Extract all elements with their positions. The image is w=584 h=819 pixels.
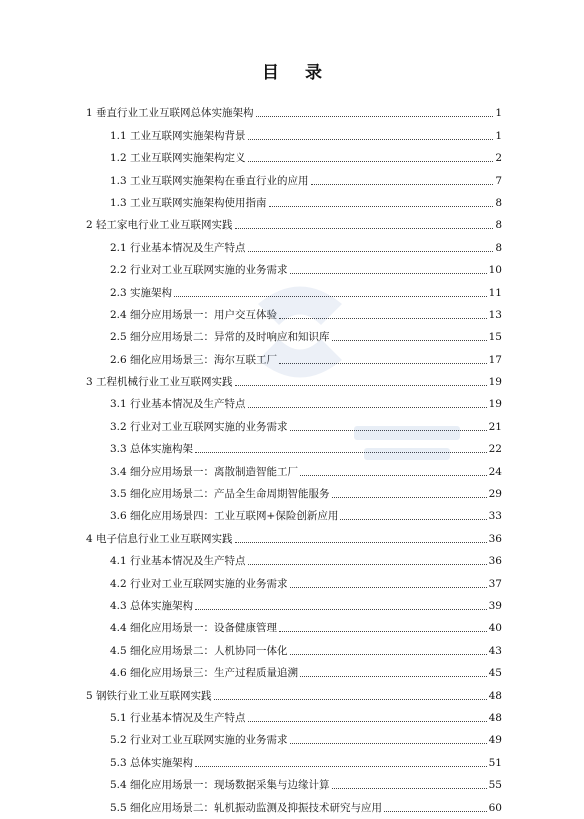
toc-section-entry[interactable] <box>86 546 502 568</box>
toc-page-number: 24 <box>488 465 502 478</box>
toc-page-number: 48 <box>488 711 502 724</box>
toc-page-number: 22 <box>488 443 502 456</box>
toc-section-entry[interactable] <box>86 725 502 747</box>
toc-section-entry[interactable] <box>86 613 502 635</box>
toc-entry-title: 2.1 行业基本情况及生产特点 <box>110 241 246 254</box>
dot-leader <box>248 721 487 722</box>
dot-leader <box>256 116 494 117</box>
toc-page-number: 15 <box>488 331 502 344</box>
toc-entry-title: 1.3 工业互联网实施架构使用指南 <box>110 196 267 209</box>
toc-entry-title: 3.6 细化应用场景四：工业互联网+保险创新应用 <box>110 510 339 523</box>
toc-section-entry[interactable] <box>86 792 502 814</box>
toc-entry-title: 4.5 细化应用场景二：人机协同一体化 <box>110 644 288 657</box>
toc-section-entry[interactable] <box>86 188 502 210</box>
toc-page-number: 19 <box>488 376 502 389</box>
dot-leader <box>235 542 487 543</box>
toc-entry-title: 3.2 行业对工业互联网实施的业务需求 <box>110 420 288 433</box>
toc-section-entry[interactable] <box>86 232 502 254</box>
toc-entry-title: 2.2 行业对工业互联网实施的业务需求 <box>110 264 288 277</box>
toc-entry-title: 3 工程机械行业工业互联网实践 <box>86 376 233 389</box>
toc-section-entry[interactable] <box>86 300 502 322</box>
toc-page-number: 49 <box>488 734 502 747</box>
toc-section-entry[interactable] <box>86 568 502 590</box>
toc-entry-title: 4.1 行业基本情况及生产特点 <box>110 555 246 568</box>
toc-section-entry[interactable] <box>86 120 502 142</box>
toc-entry-title: 3.3 总体实施构架 <box>110 443 194 456</box>
toc-page-number: 48 <box>488 689 502 702</box>
toc-page-number: 45 <box>488 667 502 680</box>
toc-page-number: 29 <box>488 488 502 501</box>
dot-leader <box>235 385 487 386</box>
toc-chapter-entry[interactable] <box>86 210 502 232</box>
toc-entry-title: 2.5 细分应用场景二：异常的及时响应和知识库 <box>110 331 330 344</box>
toc-section-entry[interactable] <box>86 143 502 165</box>
toc-page-number: 39 <box>488 599 502 612</box>
toc-page-number: 21 <box>488 420 502 433</box>
toc-section-entry[interactable] <box>86 434 502 456</box>
toc-entry-title: 4.6 细化应用场景三：生产过程质量追溯 <box>110 667 299 680</box>
toc-page-number: 13 <box>488 308 502 321</box>
dot-leader <box>290 743 487 744</box>
toc-page-number: 37 <box>488 577 502 590</box>
toc-page-number: 55 <box>488 779 502 792</box>
dot-leader <box>332 340 487 341</box>
toc-entry-title: 4.3 总体实施架构 <box>110 599 194 612</box>
toc-page-number: 8 <box>495 241 502 254</box>
toc-entry-title: 5.2 行业对工业互联网实施的业务需求 <box>110 734 288 747</box>
toc-section-entry[interactable] <box>86 479 502 501</box>
toc-entry-title: 5 钢铁行业工业互联网实践 <box>86 689 212 702</box>
dot-leader <box>269 206 494 207</box>
toc-chapter-entry[interactable] <box>86 680 502 702</box>
toc-page-number: 1 <box>495 129 502 142</box>
toc-page-number: 43 <box>488 644 502 657</box>
toc-entry-title: 3.1 行业基本情况及生产特点 <box>110 398 246 411</box>
dot-leader <box>279 363 487 364</box>
dot-leader <box>174 296 487 297</box>
toc-entry-title: 1 垂直行业工业互联网总体实施架构 <box>86 107 254 120</box>
dot-leader <box>332 788 487 789</box>
toc-page-number: 8 <box>495 219 502 232</box>
toc-page-number: 19 <box>488 398 502 411</box>
toc-page-number: 11 <box>488 286 502 299</box>
toc-entry-title: 5.1 行业基本情况及生产特点 <box>110 711 246 724</box>
dot-leader <box>195 452 487 453</box>
dot-leader <box>248 251 494 252</box>
toc-entry-title: 3.4 细分应用场景一：离散制造智能工厂 <box>110 465 299 478</box>
toc-entry-title: 5.3 总体实施架构 <box>110 756 194 769</box>
dot-leader <box>248 407 487 408</box>
toc-page-number: 51 <box>488 756 502 769</box>
dot-leader <box>195 609 487 610</box>
toc-entry-title: 2.6 细化应用场景三：海尔互联工厂 <box>110 353 278 366</box>
toc-section-entry[interactable] <box>86 322 502 344</box>
toc-entry-title: 4.2 行业对工业互联网实施的业务需求 <box>110 577 288 590</box>
toc-chapter-entry[interactable] <box>86 523 502 545</box>
toc-page-number: 36 <box>488 555 502 568</box>
toc-page-number: 17 <box>488 353 502 366</box>
toc-section-entry[interactable] <box>86 658 502 680</box>
dot-leader <box>235 228 494 229</box>
toc-section-entry[interactable] <box>86 389 502 411</box>
toc-entry-title: 1.3 工业互联网实施架构在垂直行业的应用 <box>110 174 309 187</box>
dot-leader <box>311 184 494 185</box>
toc-page-number: 60 <box>488 801 502 814</box>
dot-leader <box>290 273 487 274</box>
dot-leader <box>195 766 487 767</box>
table-of-contents <box>86 98 502 815</box>
toc-entry-title: 1.2 工业互联网实施架构定义 <box>110 152 246 165</box>
toc-entry-title: 4 电子信息行业工业互联网实践 <box>86 532 233 545</box>
toc-page-number: 8 <box>495 196 502 209</box>
toc-entry-title: 5.4 细化应用场景一：现场数据采集与边缘计算 <box>110 779 330 792</box>
toc-section-entry[interactable] <box>86 255 502 277</box>
dot-leader <box>332 497 487 498</box>
dot-leader <box>300 676 487 677</box>
toc-page-number: 7 <box>495 174 502 187</box>
toc-section-entry[interactable] <box>86 501 502 523</box>
dot-leader <box>290 587 487 588</box>
toc-section-entry[interactable] <box>86 411 502 433</box>
dot-leader <box>279 631 487 632</box>
toc-page-number: 36 <box>488 532 502 545</box>
dot-leader <box>248 139 494 140</box>
toc-section-entry[interactable] <box>86 747 502 769</box>
toc-entry-title: 2.3 实施架构 <box>110 286 173 299</box>
dot-leader <box>384 811 487 812</box>
toc-chapter-entry[interactable] <box>86 98 502 120</box>
toc-page-number: 1 <box>495 107 502 120</box>
toc-chapter-entry[interactable] <box>86 367 502 389</box>
toc-entry-title: 3.5 细化应用场景二：产品全生命周期智能服务 <box>110 488 330 501</box>
toc-section-entry[interactable] <box>86 635 502 657</box>
dot-leader <box>279 318 487 319</box>
toc-section-entry[interactable] <box>86 456 502 478</box>
toc-page-number: 2 <box>495 152 502 165</box>
toc-entry-title: 2 轻工家电行业工业互联网实践 <box>86 219 233 232</box>
dot-leader <box>340 519 486 520</box>
page-title: 目 录 <box>262 63 332 83</box>
toc-entry-title: 5.5 细化应用场景二：轧机振动监测及抑振技术研究与应用 <box>110 801 383 814</box>
toc-entry-title: 1.1 工业互联网实施架构背景 <box>110 129 246 142</box>
dot-leader <box>248 161 494 162</box>
toc-entry-title: 4.4 细化应用场景一：设备健康管理 <box>110 622 278 635</box>
dot-leader <box>300 475 487 476</box>
toc-section-entry[interactable] <box>86 344 502 366</box>
toc-section-entry[interactable] <box>86 277 502 299</box>
dot-leader <box>290 430 487 431</box>
toc-section-entry[interactable] <box>86 165 502 187</box>
toc-page-number: 10 <box>488 264 502 277</box>
dot-leader <box>248 564 487 565</box>
dot-leader <box>290 654 487 655</box>
dot-leader <box>214 699 487 700</box>
toc-section-entry[interactable] <box>86 591 502 613</box>
toc-section-entry[interactable] <box>86 770 502 792</box>
toc-entry-title: 2.4 细分应用场景一：用户交互体验 <box>110 308 278 321</box>
toc-page-number: 33 <box>488 510 502 523</box>
toc-section-entry[interactable] <box>86 703 502 725</box>
toc-page-number: 40 <box>488 622 502 635</box>
